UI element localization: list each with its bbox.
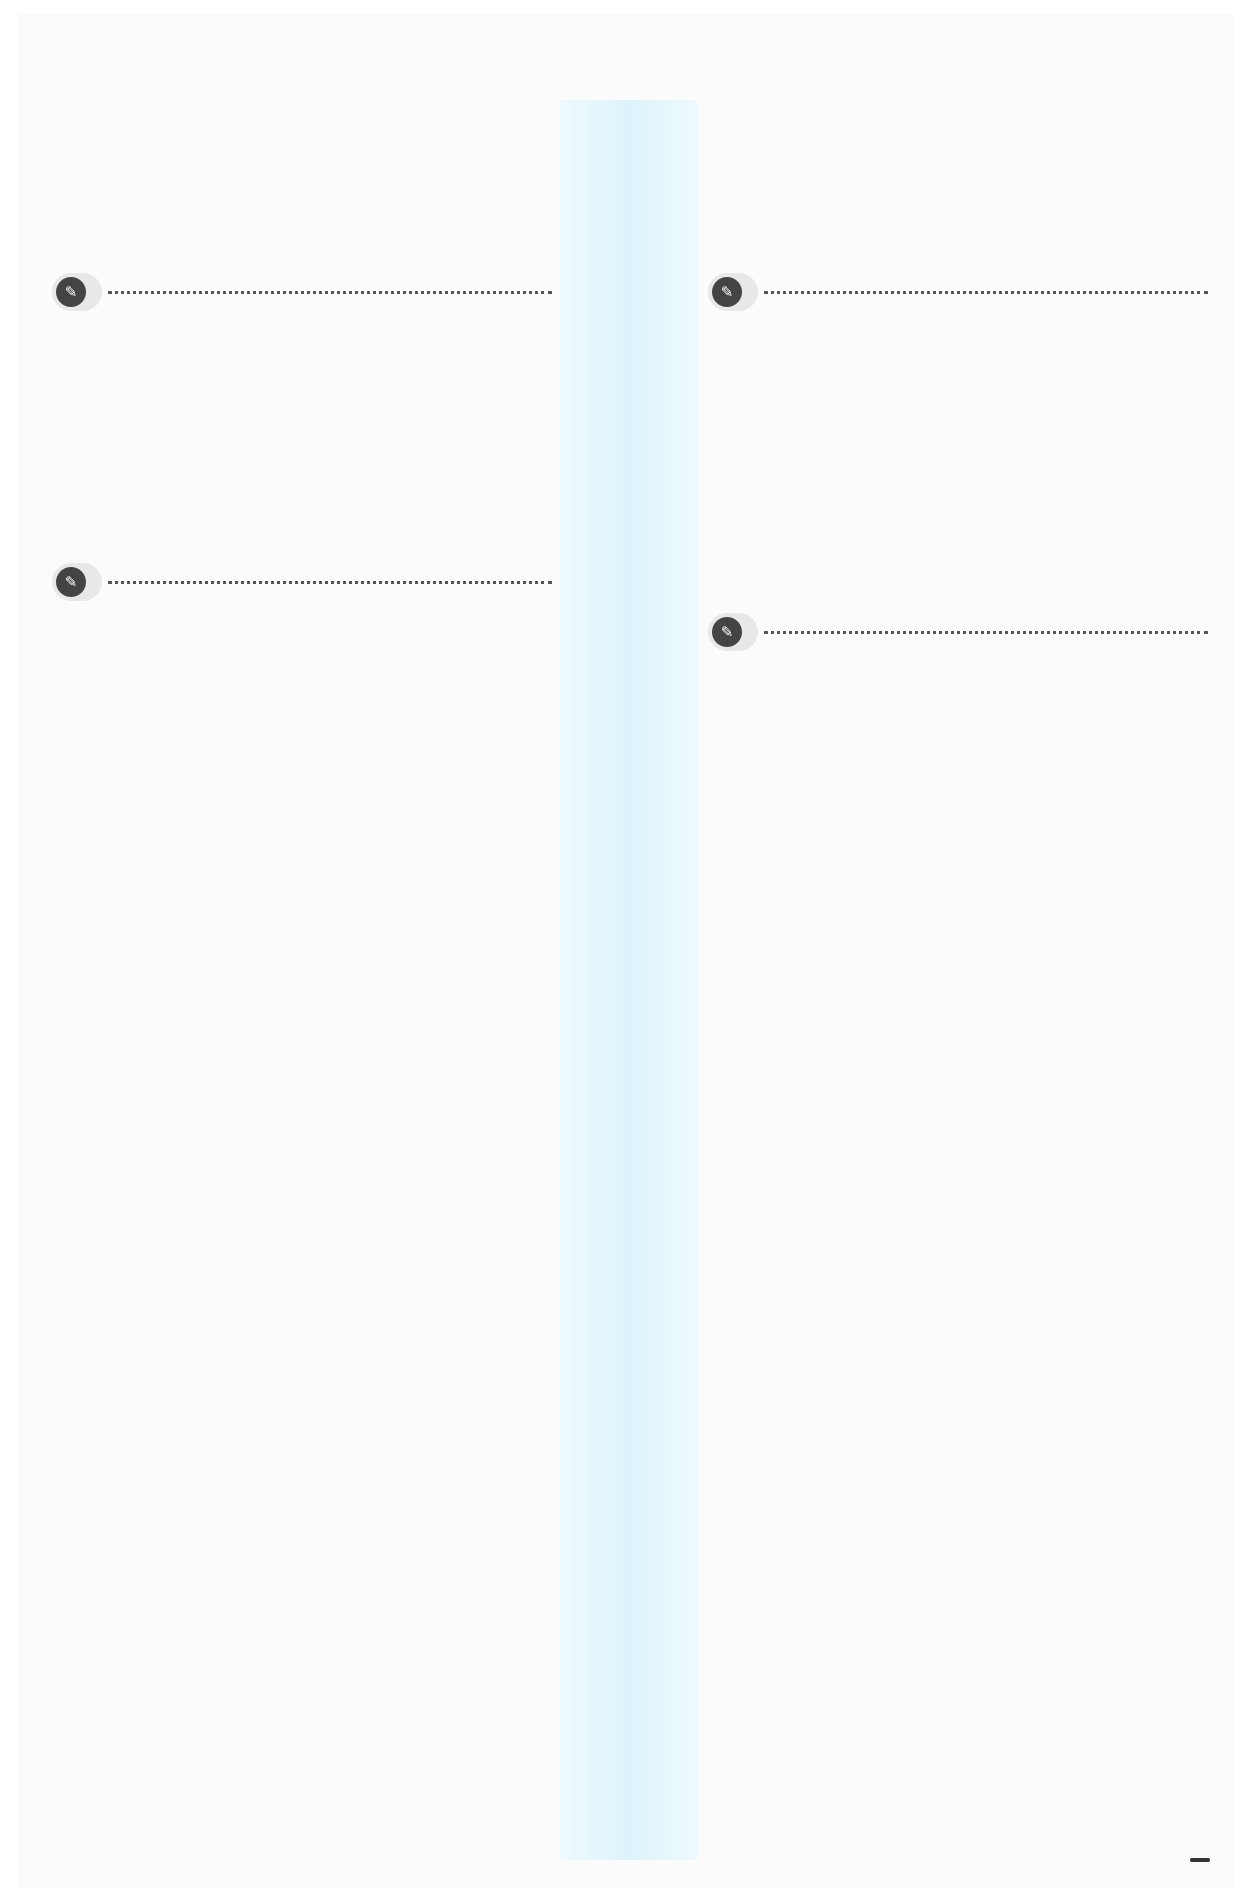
fill-row [708, 462, 1208, 497]
section-ability [52, 558, 552, 606]
left-column [52, 100, 552, 652]
fill-row [52, 357, 552, 392]
section-badge [52, 273, 102, 311]
fill-list [708, 322, 1208, 602]
answer-item [52, 432, 552, 472]
book-icon: ✎ [56, 277, 86, 307]
answer-item [708, 180, 1208, 220]
annotation-strip [560, 100, 698, 1860]
section-basic [52, 268, 552, 316]
section-badge [708, 613, 758, 651]
fill-row [708, 532, 1208, 567]
book-icon: ✎ [712, 277, 742, 307]
fill-answer [786, 667, 792, 692]
fill-answer [78, 362, 84, 387]
fill-answer [708, 502, 714, 527]
book-icon: ✎ [56, 567, 86, 597]
answer-list [52, 392, 552, 552]
answer-item [52, 100, 552, 140]
fill-row [52, 322, 552, 357]
answer-item [52, 140, 552, 180]
page-number [1190, 1858, 1210, 1862]
dotted-divider [108, 291, 552, 294]
section-basic [708, 268, 1208, 316]
section-writing [708, 608, 1208, 656]
answer-item [52, 180, 552, 220]
fill-row [708, 567, 1208, 602]
fill-answer [708, 667, 714, 692]
fill-answer [708, 467, 714, 492]
fill-answer [104, 327, 110, 352]
fill-answer [734, 572, 740, 597]
answer-item [52, 472, 552, 512]
fill-row [708, 427, 1208, 462]
answer-item [52, 612, 552, 652]
fill-row [708, 392, 1208, 427]
answer-list [52, 100, 552, 260]
section-badge [708, 273, 758, 311]
fill-answer [708, 362, 714, 387]
book-icon: ✎ [712, 617, 742, 647]
fill-row [708, 357, 1208, 392]
fill-answer [734, 537, 740, 562]
answer-list [708, 100, 1208, 260]
dotted-divider [764, 291, 1208, 294]
fill-answer [708, 432, 714, 457]
fill-answer [760, 667, 766, 692]
fill-answer [78, 327, 84, 352]
answer-item [708, 100, 1208, 140]
answer-item [52, 512, 552, 552]
right-column [708, 100, 1208, 697]
dotted-divider [108, 581, 552, 584]
fill-answer [734, 667, 740, 692]
fill-answer [734, 502, 740, 527]
fill-answer [708, 537, 714, 562]
fill-answer [52, 327, 58, 352]
fill-answer [708, 572, 714, 597]
answer-item [708, 140, 1208, 180]
fill-row [708, 497, 1208, 532]
answer-item [52, 392, 552, 432]
dotted-divider [764, 631, 1208, 634]
fill-answer [708, 397, 714, 422]
fill-row [708, 662, 1208, 697]
answer-item [52, 220, 552, 260]
fill-answer [52, 362, 58, 387]
answer-item [708, 220, 1208, 260]
fill-answer [708, 327, 714, 352]
section-badge [52, 563, 102, 601]
fill-row [708, 322, 1208, 357]
